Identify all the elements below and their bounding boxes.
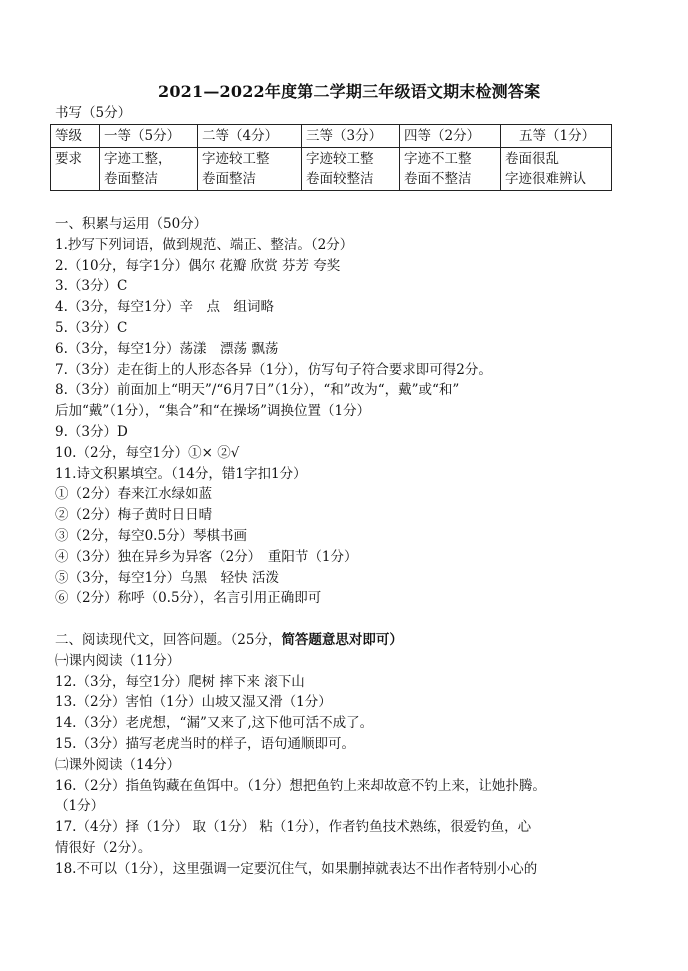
answer-line: 14.（3分）老虎想，“漏”又来了,这下他可活不成了。 — [55, 715, 374, 732]
answer-line: 12.（3分，每空1分）爬树 摔下来 滚下山 — [55, 673, 305, 690]
answer-line: ③（2分，每空0.5分）琴棋书画 — [55, 527, 248, 544]
grade-header-third: 三等（3分） — [302, 125, 400, 148]
answer-line: 11.诗文积累填空。（14分，错1字扣1分） — [55, 465, 307, 482]
requirement-fifth-line2: 字迹很难辨认 — [505, 171, 586, 187]
answer-line: 1.抄写下列词语，做到规范、端正、整洁。（2分） — [55, 236, 354, 253]
requirement-fourth-line1: 字迹不工整 — [404, 151, 472, 167]
requirement-third — [302, 148, 400, 191]
requirement-second-line2: 卷面整洁 — [202, 171, 256, 187]
requirement-first-line1: 字迹工整， — [104, 151, 172, 167]
answer-line: ②（2分）梅子黄时日日晴 — [55, 507, 213, 524]
grade-header-fifth: 五等（1分） — [501, 125, 612, 148]
section1-heading: 一、积累与运用（50分） — [55, 216, 208, 232]
requirement-third-line2: 卷面较整洁 — [306, 171, 374, 187]
grade-table-requirement-row — [51, 148, 612, 191]
requirement-first — [100, 148, 198, 191]
requirement-second — [198, 148, 302, 191]
answer-line: 10.（2分，每空1分）①× ②√ — [55, 444, 240, 461]
answer-line: 8.（3分）前面加上“明天”/“6月7日”（1分），“和”改为“，戴”或“和” — [55, 382, 460, 399]
answer-line: 15.（3分）描写老虎当时的样子，语句通顺即可。 — [55, 735, 356, 752]
requirement-second-line1: 字迹较工整 — [202, 151, 270, 167]
answer-line: 后加“戴”（1分），“集合”和“在操场”调换位置（1分） — [55, 403, 371, 420]
answer-line: ①（2分）春来江水绿如蓝 — [55, 486, 213, 503]
writing-grade-table — [50, 124, 612, 191]
answer-line: 2.（10分，每字1分）偶尔 花瓣 欣赏 芬芳 夸奖 — [55, 257, 341, 274]
answer-line: ④（3分）独在异乡为异客（2分） 重阳节（1分） — [55, 548, 358, 565]
requirement-label: 要求 — [51, 148, 100, 191]
requirement-fifth-line1: 卷面很乱 — [505, 151, 559, 167]
grade-table-header-row — [51, 125, 612, 148]
answer-line: 4.（3分，每空1分）辛 点 组词略 — [55, 299, 275, 316]
answer-line: 17.（4分）择（1分） 取（1分） 粘（1分），作者钓鱼技术熟练，很爱钓鱼，心 — [55, 819, 532, 836]
grade-header-first: 一等（5分） — [100, 125, 198, 148]
answer-line: （1分） — [55, 798, 105, 815]
section2-heading-main: 二、阅读现代文，回答问题。（25分， — [55, 631, 282, 648]
answer-line: ⑥（2分）称呼（0.5分），名言引用正确即可 — [55, 590, 322, 607]
answer-line: 16.（2分）指鱼钩藏在鱼饵中。（1分）想把鱼钓上来却故意不钓上来，让她扑腾。 — [55, 777, 546, 794]
grade-header-level: 等级 — [51, 125, 100, 148]
answer-line: ㈡课外阅读（14分） — [55, 756, 181, 773]
requirement-third-line1: 字迹较工整 — [306, 151, 374, 167]
answer-line: 7.（3分）走在街上的人形态各异（1分），仿写句子符合要求即可得2分。 — [55, 361, 492, 378]
requirement-fourth — [400, 148, 501, 191]
writing-score-label: 书写（5分） — [55, 105, 132, 121]
section2-heading-bold: 简答题意思对即可） — [281, 631, 403, 648]
answer-line: 13.（2分）害怕（1分）山坡又湿又滑（1分） — [55, 694, 332, 711]
requirement-first-line2: 卷面整洁 — [104, 171, 158, 187]
grade-header-fourth: 四等（2分） — [400, 125, 501, 148]
answer-line: 3.（3分）C — [55, 278, 128, 295]
grade-header-second: 二等（4分） — [198, 125, 302, 148]
requirement-fifth — [501, 148, 612, 191]
answer-line: ㈠课内阅读（11分） — [55, 652, 181, 669]
answer-line: 9.（3分）D — [55, 423, 128, 440]
answer-content — [55, 214, 645, 880]
answer-line: 情很好（2分）。 — [55, 839, 152, 856]
section-spacer — [55, 609, 645, 630]
section2-heading — [55, 630, 645, 651]
answer-line: 5.（3分）C — [55, 319, 128, 336]
answer-line: 18.不可以（1分），这里强调一定要沉住气，如果删掉就表达不出作者特别小心的 — [55, 860, 538, 877]
requirement-fourth-line2: 卷面不整洁 — [404, 171, 472, 187]
answer-line: 6.（3分，每空1分）荡漾 漂荡 飘荡 — [55, 340, 279, 357]
page-title: 2021—2022年度第二学期三年级语文期末检测答案 — [158, 82, 541, 101]
answer-line: ⑤（3分，每空1分）乌黑 轻快 活泼 — [55, 569, 279, 586]
